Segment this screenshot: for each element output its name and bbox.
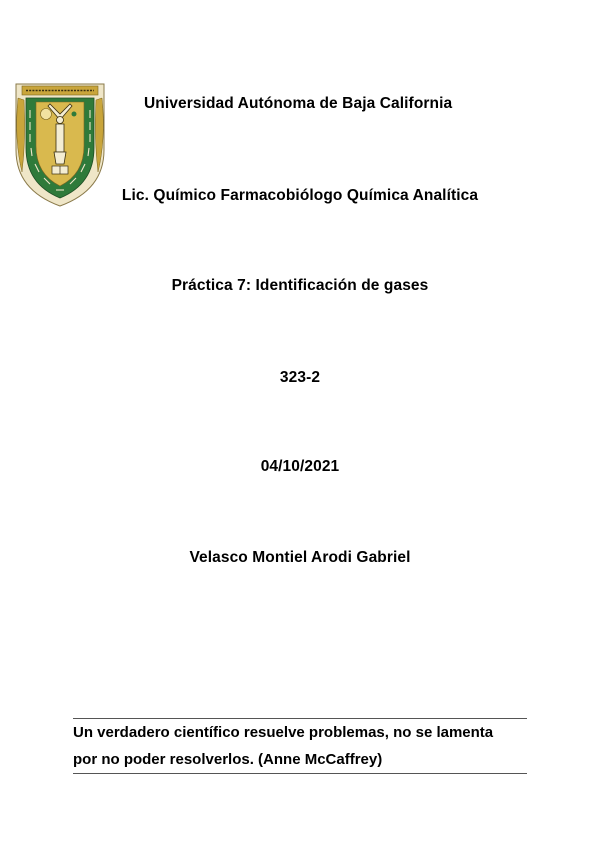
date: 04/10/2021 — [260, 458, 340, 475]
quote-line-1: Un verdadero científico resuelve problemas, no se lamenta — [73, 724, 494, 741]
practice-title: Práctica 7: Identificación de gases — [171, 277, 429, 294]
quote-line-2: por no poder resolverlos. (Anne McCaffrey) — [73, 751, 383, 768]
university-name: Universidad Autónoma de Baja California — [144, 95, 453, 112]
quote-block — [73, 719, 533, 773]
program-name: Lic. Químico Farmacobiólogo Química Analítica — [121, 187, 479, 204]
quote-bottom-rule — [73, 773, 527, 774]
author-name: Velasco Montiel Arodi Gabriel — [189, 549, 411, 566]
group-number: 323-2 — [279, 369, 321, 386]
